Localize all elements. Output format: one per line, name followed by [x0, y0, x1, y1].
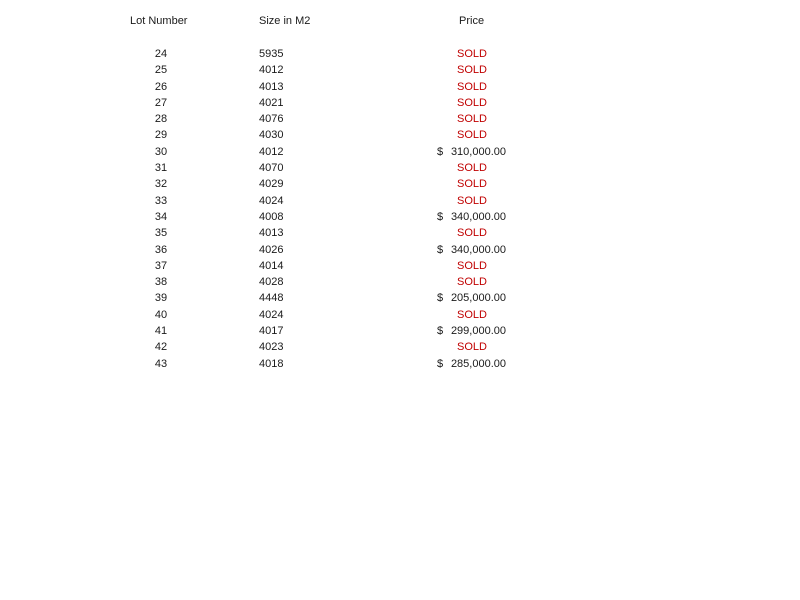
lot-number-cell: 27	[154, 96, 168, 109]
table-row	[0, 225, 800, 241]
lot-number-cell: 31	[154, 162, 168, 175]
table-row	[0, 127, 800, 143]
table-row	[0, 258, 800, 274]
lot-number-cell: 43	[154, 357, 168, 370]
sold-status: SOLD	[457, 129, 487, 142]
lot-number-cell: 29	[154, 129, 168, 142]
table-row	[0, 176, 800, 192]
sold-status: SOLD	[457, 194, 487, 207]
table-row	[0, 79, 800, 95]
size-cell: 4076	[259, 113, 284, 126]
lot-number-cell: 26	[154, 80, 168, 93]
price-amount: 340,000.00	[450, 243, 506, 256]
table-row	[0, 209, 800, 225]
size-cell: 4021	[259, 96, 284, 109]
size-cell: 4448	[259, 292, 284, 305]
lot-number-cell: 36	[154, 243, 168, 256]
size-cell: 4028	[259, 276, 284, 289]
currency-symbol: $	[437, 210, 444, 223]
size-cell: 4026	[259, 243, 284, 256]
lot-number-cell: 39	[154, 292, 168, 305]
size-cell: 4023	[259, 341, 284, 354]
price-amount: 299,000.00	[450, 325, 506, 338]
sold-status: SOLD	[457, 96, 487, 109]
lot-number-cell: 35	[154, 227, 168, 240]
size-cell: 4012	[259, 64, 284, 77]
sold-status: SOLD	[457, 259, 487, 272]
table-row	[0, 242, 800, 258]
table-row	[0, 193, 800, 209]
size-cell: 4014	[259, 259, 284, 272]
size-cell: 4029	[259, 178, 284, 191]
table-row	[0, 160, 800, 176]
size-cell: 4017	[259, 325, 284, 338]
table-row	[0, 46, 800, 62]
lot-number-cell: 28	[154, 113, 168, 126]
size-cell: 5935	[259, 48, 284, 60]
sold-status: SOLD	[457, 227, 487, 240]
sold-status: SOLD	[457, 162, 487, 175]
price-amount: 310,000.00	[450, 145, 506, 158]
lot-number-cell: 40	[154, 308, 168, 321]
sold-status: SOLD	[457, 113, 487, 126]
currency-symbol: $	[437, 325, 444, 338]
sold-status: SOLD	[457, 80, 487, 93]
sold-status: SOLD	[457, 48, 487, 60]
lot-number-cell: 32	[154, 178, 168, 191]
sold-status: SOLD	[457, 308, 487, 321]
table-row	[0, 339, 800, 355]
lot-table-body	[0, 46, 800, 372]
size-cell: 4030	[259, 129, 284, 142]
currency-symbol: $	[437, 145, 444, 158]
table-row	[0, 95, 800, 111]
lot-number-cell: 41	[154, 325, 168, 338]
size-cell: 4013	[259, 80, 284, 93]
size-cell: 4024	[259, 308, 284, 321]
sold-status: SOLD	[457, 178, 487, 191]
size-cell: 4024	[259, 194, 284, 207]
header-size: Size in M2	[259, 15, 311, 27]
currency-symbol: $	[437, 357, 444, 370]
lot-number-cell: 37	[154, 259, 168, 272]
sold-status: SOLD	[457, 64, 487, 77]
size-cell: 4018	[259, 357, 284, 370]
header-lot-number: Lot Number	[130, 15, 188, 27]
price-amount: 340,000.00	[450, 210, 506, 223]
table-row	[0, 290, 800, 306]
lot-number-cell: 30	[154, 145, 168, 158]
size-cell: 4012	[259, 145, 284, 158]
header-price: Price	[459, 15, 485, 27]
lot-number-cell: 34	[154, 210, 168, 223]
lot-number-cell: 33	[154, 194, 168, 207]
table-row	[0, 323, 800, 339]
lot-number-cell: 38	[154, 276, 168, 289]
sold-status: SOLD	[457, 276, 487, 289]
size-cell: 4008	[259, 210, 284, 223]
table-row	[0, 62, 800, 78]
table-row	[0, 111, 800, 127]
lot-number-cell: 42	[154, 341, 168, 354]
currency-symbol: $	[437, 292, 444, 305]
sold-status: SOLD	[457, 341, 487, 354]
currency-symbol: $	[437, 243, 444, 256]
table-row	[0, 307, 800, 323]
size-cell: 4070	[259, 162, 284, 175]
lot-number-cell: 24	[154, 48, 168, 60]
price-amount: 205,000.00	[450, 292, 506, 305]
table-row	[0, 274, 800, 290]
table-row	[0, 144, 800, 160]
table-row	[0, 356, 800, 372]
lot-number-cell: 25	[154, 64, 168, 77]
size-cell: 4013	[259, 227, 284, 240]
price-amount: 285,000.00	[450, 357, 506, 370]
